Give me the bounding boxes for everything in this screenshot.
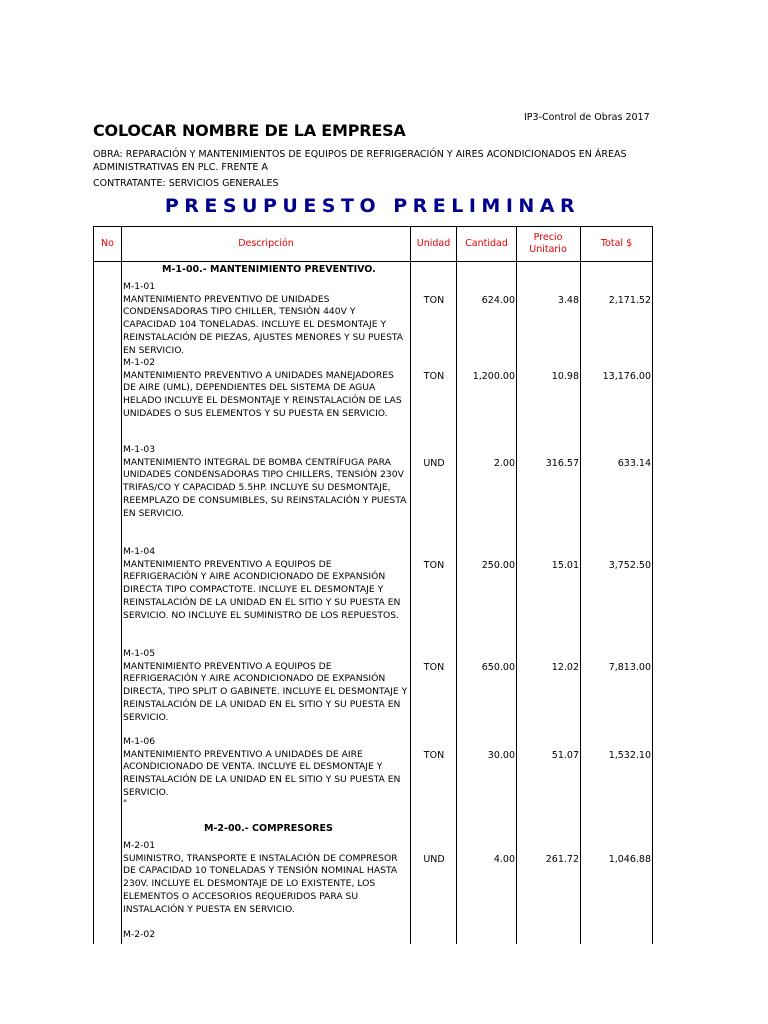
table-row xyxy=(123,736,409,804)
item-total: 1,532.10 xyxy=(608,750,651,761)
column-header-total: Total $ xyxy=(600,238,633,249)
item-unit: UND xyxy=(423,854,445,865)
item-description: MANTENIMIENTO PREVENTIVO A UNIDADES MANEJADORES DE AIRE (UML), DEPENDIENTES DEL SISTEMA DE AGUA HELADO INCLUYE EL DESMONTAJE Y REINSTALACIÓN DE LAS UNIDADES O SUS ELEMENTOS Y SU PUESTA EN SERVICIO. xyxy=(123,369,402,419)
company-name: COLOCAR NOMBRE DE LA EMPRESA xyxy=(93,121,406,140)
item-code: M-1-01 xyxy=(123,281,156,292)
page-title: PRESUPUESTO PRELIMINAR xyxy=(164,195,581,217)
item-code: M-2-02 xyxy=(123,929,156,940)
table-row xyxy=(123,840,409,922)
column-divider xyxy=(516,226,517,944)
column-header-unidad: Unidad xyxy=(416,238,451,249)
column-header-precio-unitario: Precio Unitario xyxy=(529,232,567,255)
item-quantity: 650.00 xyxy=(481,662,515,673)
item-total: 3,752.50 xyxy=(608,560,651,571)
column-header-descripcion: Descripción xyxy=(238,238,294,249)
item-unit: TON xyxy=(423,750,445,761)
column-header-cantidad: Cantidad xyxy=(465,238,508,249)
item-code: M-1-04 xyxy=(123,546,156,557)
table-header-border xyxy=(93,261,653,262)
item-unit-price: 261.72 xyxy=(545,854,579,865)
column-divider xyxy=(652,226,653,944)
column-divider xyxy=(93,226,94,944)
section-title: M-1-00.- MANTENIMIENTO PREVENTIVO. xyxy=(162,264,376,275)
item-total: 13,176.00 xyxy=(602,371,651,382)
item-unit-price: 15.01 xyxy=(551,560,579,571)
item-unit-price: 3.48 xyxy=(557,295,579,306)
item-quantity: 1,200.00 xyxy=(472,371,515,382)
item-unit: TON xyxy=(423,295,445,306)
item-quantity: 624.00 xyxy=(481,295,515,306)
section-title: M-2-00.- COMPRESORES xyxy=(204,823,333,834)
item-code: M-1-05 xyxy=(123,648,156,659)
item-total: 2,171.52 xyxy=(608,295,651,306)
item-unit-price: 51.07 xyxy=(551,750,579,761)
item-quantity: 2.00 xyxy=(493,458,515,469)
item-total: 7,813.00 xyxy=(608,662,651,673)
column-header-no: No xyxy=(101,238,114,249)
contractor: CONTRATANTE: SERVICIOS GENERALES xyxy=(93,178,279,189)
stray-mark: " xyxy=(123,799,128,809)
item-description: MANTENIMIENTO PREVENTIVO A UNIDADES DE AIRE ACONDICIONADO DE VENTA. INCLUYE EL DESMONTAJE Y REINSTALACIÓN DE LA UNIDAD EN EL SITIO Y SU PUESTA EN SERVICIO. xyxy=(123,748,401,798)
item-code: M-1-06 xyxy=(123,736,156,747)
item-total: 1,046.88 xyxy=(608,854,651,865)
table-row xyxy=(123,281,409,354)
item-unit-price: 10.98 xyxy=(551,371,579,382)
item-total: 633.14 xyxy=(617,458,651,469)
table-row xyxy=(123,929,409,943)
table-row xyxy=(123,648,409,728)
item-unit-price: 316.57 xyxy=(545,458,579,469)
table-row xyxy=(123,546,409,628)
document-reference: IP3-Control de Obras 2017 xyxy=(524,112,650,123)
column-divider xyxy=(580,226,581,944)
item-code: M-1-03 xyxy=(123,444,156,455)
item-description: MANTENIMIENTO PREVENTIVO A EQUIPOS DE REFRIGERACIÓN Y AIRE ACONDICIONADO DE EXPANSIÓN DIRECTA, TIPO SPLIT O GABINETE. INCLUYE EL DESMONTAJE Y REINSTALACIÓN DE LA UNIDAD EN EL SITIO Y SU PUESTA EN SERVICIO. xyxy=(123,660,408,723)
item-unit-price: 12.02 xyxy=(551,662,579,673)
item-code: M-2-01 xyxy=(123,840,156,851)
item-unit: TON xyxy=(423,662,445,673)
item-code: M-1-02 xyxy=(123,357,156,368)
table-row xyxy=(123,357,409,425)
column-divider xyxy=(456,226,457,944)
item-quantity: 250.00 xyxy=(481,560,515,571)
table-top-border xyxy=(93,226,653,227)
item-description: SUMINISTRO, TRANSPORTE E INSTALACIÓN DE COMPRESOR DE CAPACIDAD 10 TONELADAS Y TENSIÓN NOMINAL HASTA 230V. INCLUYE EL DESMONTAJE DE LO EXISTENTE, LOS ELEMENTOS O ACCESORIOS REQUERIDOS PARA SU INSTALACIÓN Y PUESTA EN SERVICIO. xyxy=(123,852,398,915)
item-description: MANTENIMIENTO PREVENTIVO DE UNIDADES CONDENSADORAS TIPO CHILLER, TENSIÓN 440V Y CAPACIDAD 104 TONELADAS. INCLUYE EL DESMONTAJE Y REINSTALACIÓN DE PIEZAS, AJUSTES MENORES Y SU PUESTA EN SERVICIO. xyxy=(123,293,404,354)
item-unit: UND xyxy=(423,458,445,469)
item-unit: TON xyxy=(423,560,445,571)
item-quantity: 4.00 xyxy=(493,854,515,865)
item-description: MANTENIMIENTO PREVENTIVO A EQUIPOS DE REFRIGERACIÓN Y AIRE ACONDICIONADO DE EXPANSIÓN DIRECTA TIPO COMPACTOTE. INCLUYE EL DESMONTAJE Y REINSTALACIÓN DE LA UNIDAD EN EL SITIO Y SU PUESTA EN SERVICIO. NO INCLUYE EL SUMINISTRO DE LOS REPUESTOS. xyxy=(123,558,401,621)
column-divider xyxy=(410,226,411,944)
item-quantity: 30.00 xyxy=(487,750,515,761)
project-description: OBRA: REPARACIÓN Y MANTENIMIENTOS DE EQUIPOS DE REFRIGERACIÓN Y AIRES ACONDICIONADOS EN ÁREAS ADMINISTRATIVAS EN PLC. FRENTE A xyxy=(93,149,627,173)
item-unit: TON xyxy=(423,371,445,382)
column-divider xyxy=(121,226,122,944)
table-row xyxy=(123,444,409,526)
item-description: MANTENIMIENTO INTEGRAL DE BOMBA CENTRÍFUGA PARA UNIDADES CONDENSADORAS TIPO CHILLERS, TENSIÓN 230V TRIFAS/CO Y CAPACIDAD 5.5HP. INCLUYE SU DESMONTAJE, REEMPLAZO DE CONSUMIBLES, SU REINSTALACIÓN Y PUESTA EN SERVICIO. xyxy=(123,456,407,519)
